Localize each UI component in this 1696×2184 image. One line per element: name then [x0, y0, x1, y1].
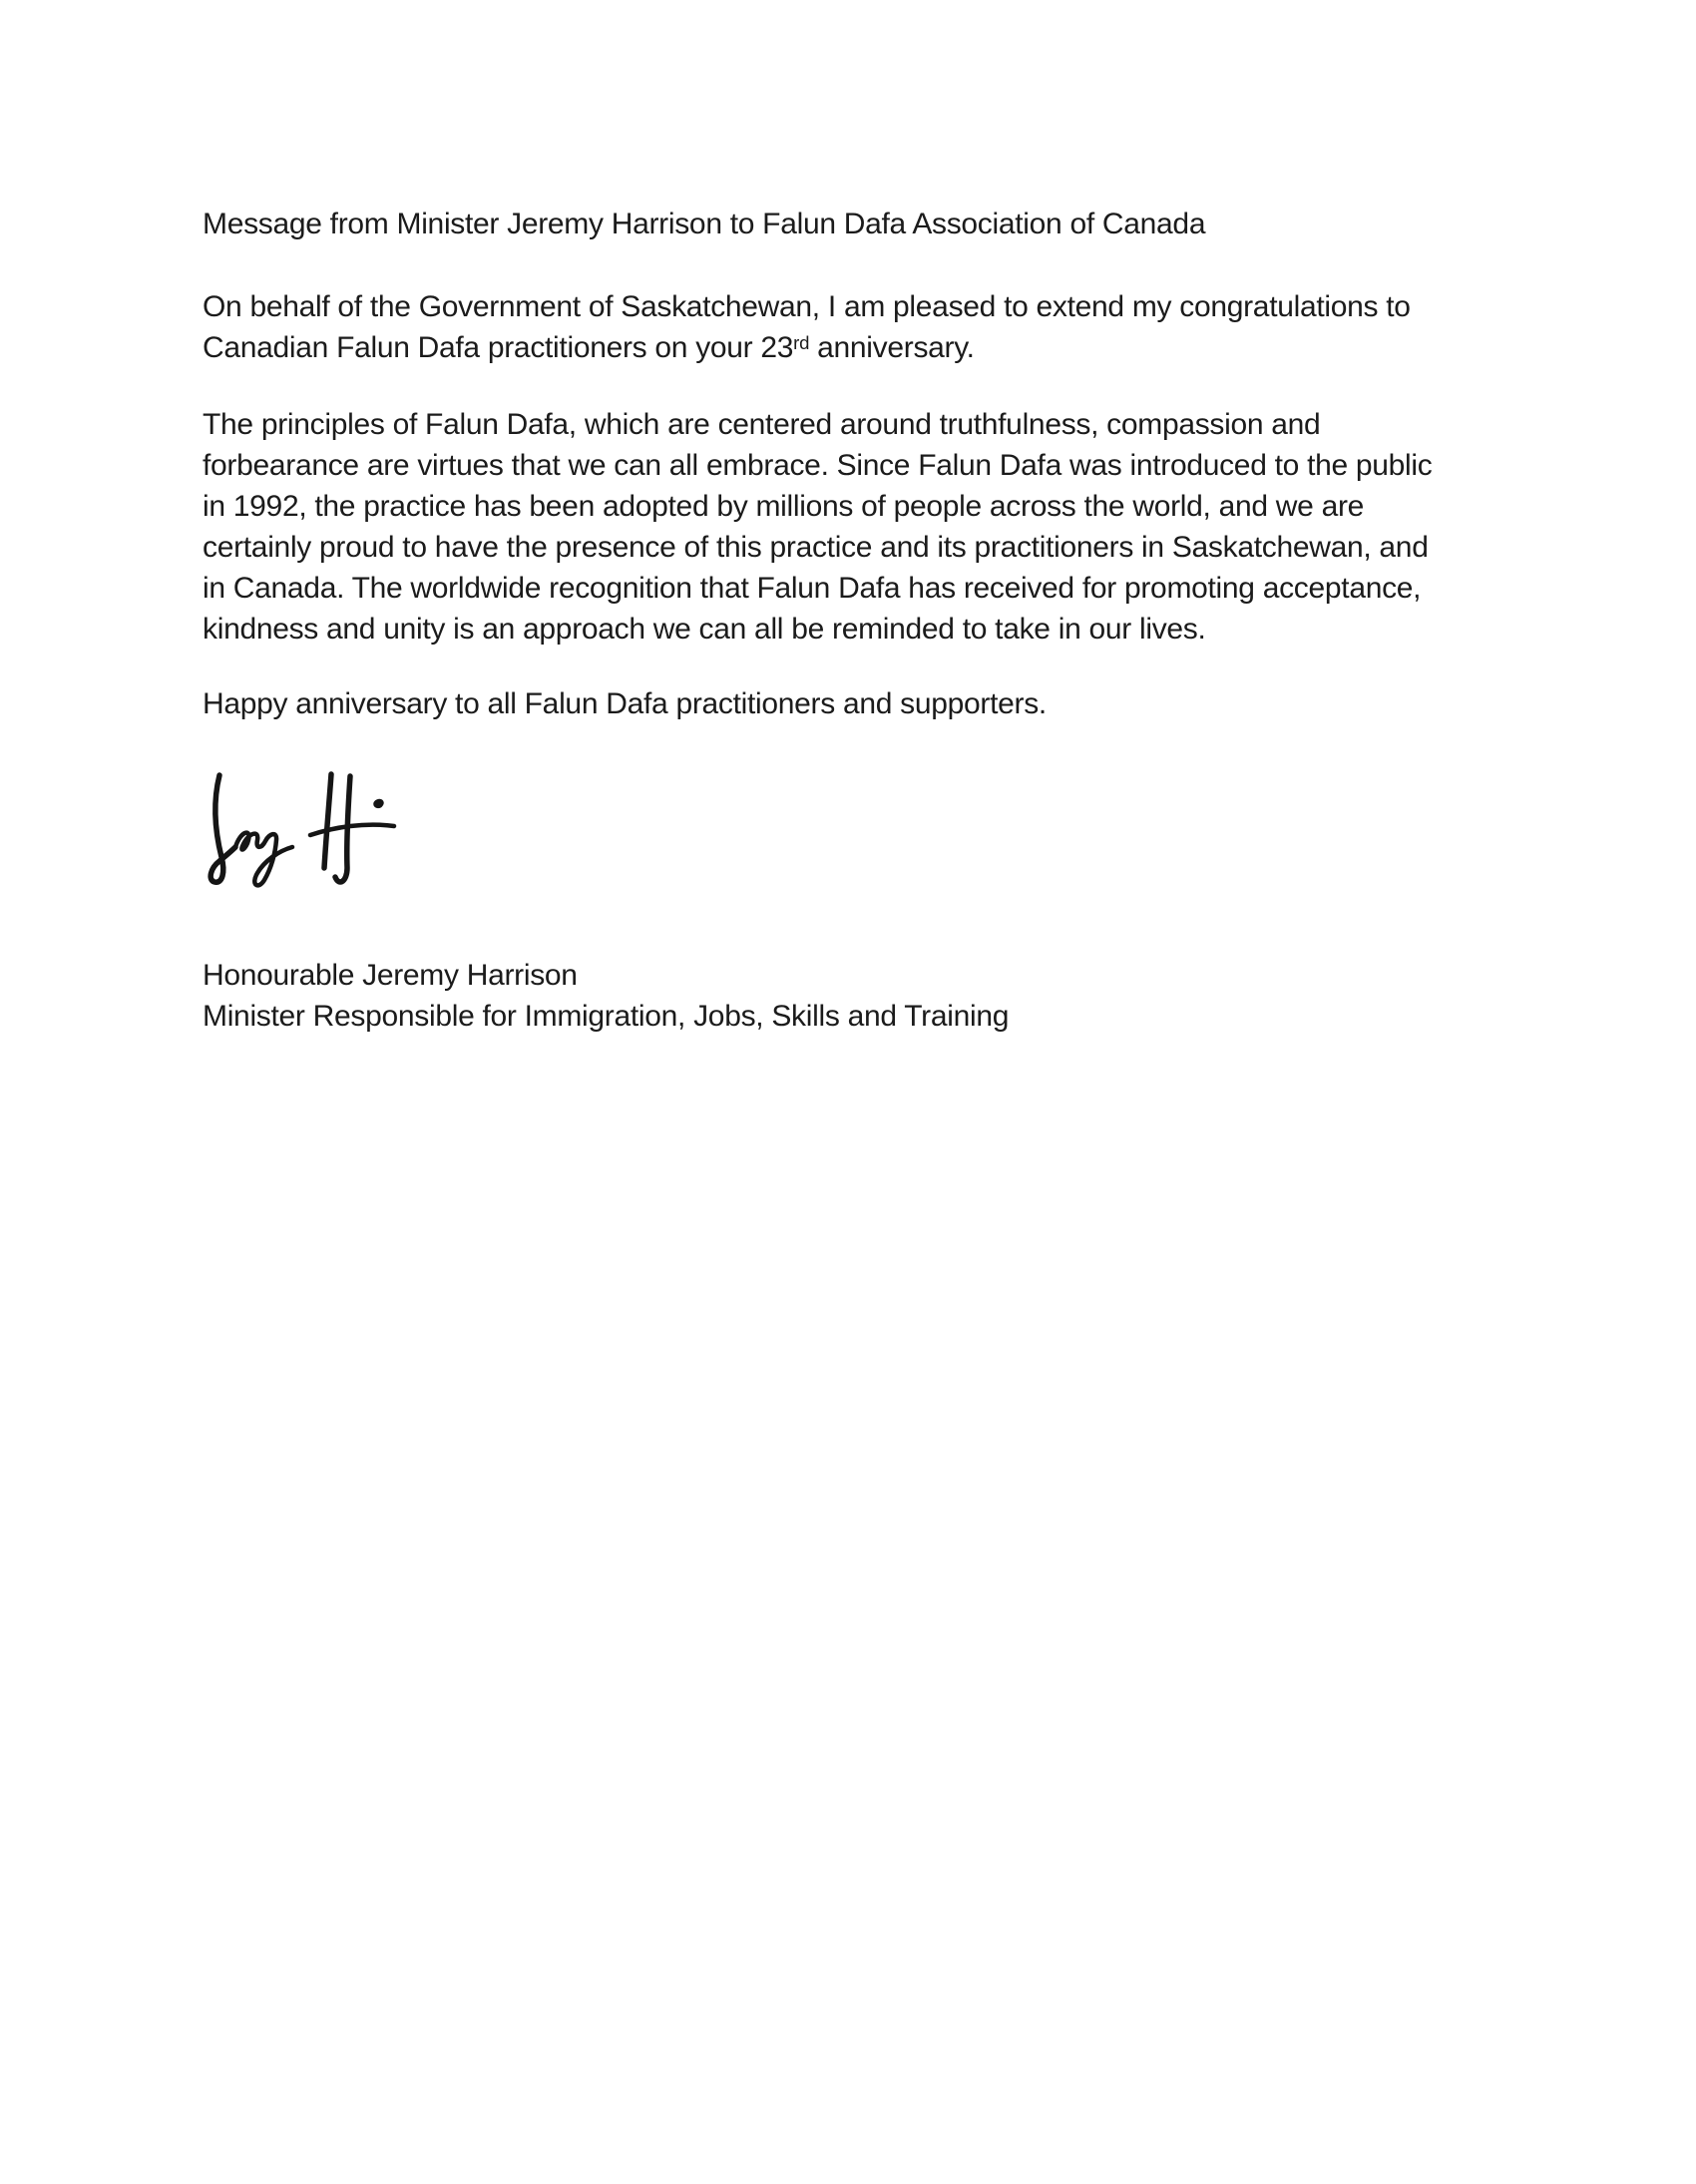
- paragraph-line: On behalf of the Government of Saskatchewan, I am pleased to extend my congratulations to: [203, 290, 1411, 323]
- signature-dot: [376, 801, 381, 805]
- paragraph-line: in 1992, the practice has been adopted by millions of people across the world, and we are: [203, 490, 1365, 523]
- signer-name: Honourable Jeremy Harrison: [203, 959, 578, 992]
- signature-stroke: [324, 774, 331, 868]
- closing-wish-line: Happy anniversary to all Falun Dafa practitioners and supporters.: [203, 687, 1047, 720]
- letter-content: [203, 204, 1529, 1037]
- signature-stroke: [310, 825, 394, 835]
- paragraph-line: The principles of Falun Dafa, which are centered around truthfulness, compassion and: [203, 408, 1321, 441]
- signer-title: Minister Responsible for Immigration, Jobs, Skills and Training: [203, 1000, 1010, 1033]
- handwritten-signature-image: [203, 769, 417, 901]
- paragraph-line: [203, 327, 1529, 368]
- greeting-paragraph: [203, 286, 1529, 368]
- body-paragraph: [203, 404, 1529, 650]
- paragraph-line: in Canada. The worldwide recognition that Falun Dafa has received for promoting acceptance,: [203, 572, 1422, 605]
- signature-stroke: [235, 833, 292, 886]
- signature-block: [203, 769, 1529, 901]
- ordinal-superscript: rd: [793, 331, 810, 353]
- signer-block: [203, 955, 1529, 1037]
- signature-stroke: [211, 775, 235, 882]
- paragraph-line: kindness and unity is an approach we can all be reminded to take in our lives.: [203, 613, 1206, 646]
- letter-title: Message from Minister Jeremy Harrison to Falun Dafa Association of Canada: [203, 208, 1206, 240]
- paragraph-line: forbearance are virtues that we can all embrace. Since Falun Dafa was introduced to the public: [203, 449, 1433, 482]
- paragraph-line: certainly proud to have the presence of this practice and its practitioners in Saskatchewan, and: [203, 531, 1429, 564]
- greeting-line2-tail: anniversary.: [809, 331, 975, 364]
- greeting-line2-text: Canadian Falun Dafa practitioners on your 23: [203, 331, 794, 364]
